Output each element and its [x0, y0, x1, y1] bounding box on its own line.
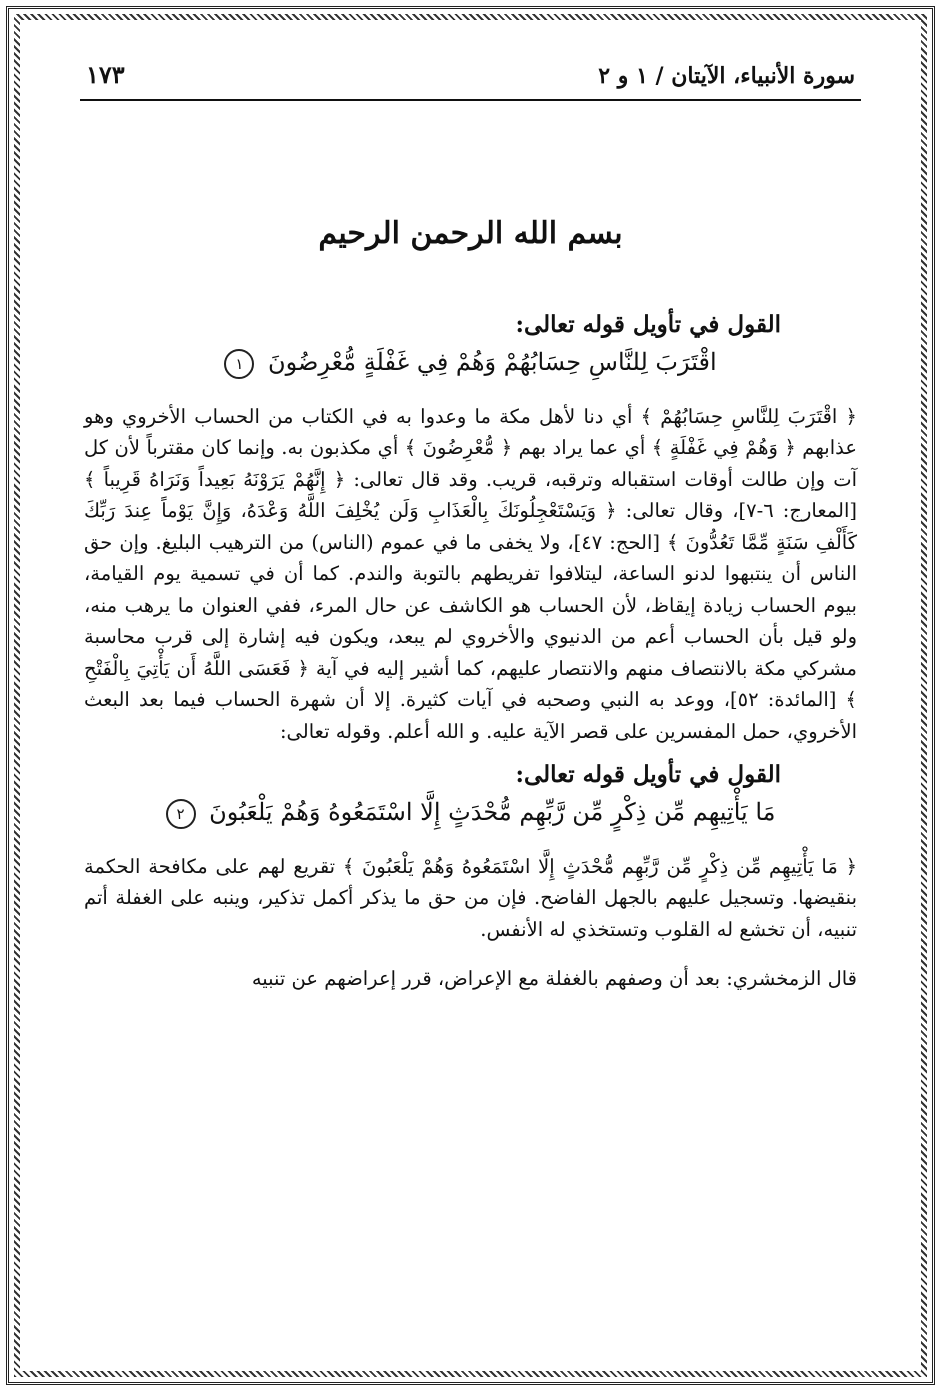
- verse-number-1: ١: [224, 349, 254, 379]
- commentary-paragraph-3: قال الزمخشري: بعد أن وصفهم بالغفلة مع الإعراض، قرر إعراضهم عن تنبيه: [251, 967, 857, 990]
- verse-text-2: مَا يَأْتِيهِم مِّن ذِكْرٍ مِّن رَّبِّهِم مُّحْدَثٍ إِلَّا اسْتَمَعُوهُ وَهُمْ يَلْعَبُونَ: [209, 798, 776, 826]
- commentary-paragraph-1: ﴿ اقْتَرَبَ لِلنَّاسِ حِسَابُهُمْ ﴾ أي دنا لأهل مكة ما وعدوا به في الكتاب من الحساب الأخروي وهو عذابهم ﴿ وَهُمْ فِي غَفْلَةٍ ﴾ أي عما يراد بهم ﴿ مُّعْرِضُونَ ﴾ أي مكذبون به. وإنما كان مقترباً لأن كل آت وإن طالت أوقات استقباله وترقبه، قريب. وقد قال تعالى: ﴿ إِنَّهُمْ يَرَوْنَهُ بَعِيداً وَنَرَاهُ قَرِيباً ﴾ [المعارج: ٦-٧]، وقال تعالى: ﴿ وَيَسْتَعْجِلُونَكَ بِالْعَذَابِ وَلَن يُخْلِفَ اللَّهُ وَعْدَهُ، وَإِنَّ يَوْماً عِندَ رَبِّكَ كَأَلْفِ سَنَةٍ مِّمَّا تَعُدُّونَ ﴾ [الحج: ٤٧]، ولا يخفى ما في عموم (الناس) من الترهيب البليغ. وإن حق الناس أن ينتبهوا لدنو الساعة، ليتلافوا تفريطهم بالتوبة والندم. كما أن في تسمية يوم القيامة، بيوم الحساب زيادة إيقاظ، لأن الحساب هو الكاشف عن حال المرء، ففي العنوان ما يرهب منه، ولو قيل بأن الحساب أعم من الدنيوي والأخروي لم يبعد، ويكون فيه إشارة إلى قرب محاسبة مشركي مكة بالانتصاف منهم والانتصار عليهم، كما أشير إليه في آية ﴿ فَعَسَى اللَّهُ أَن يَأْتِيَ بِالْفَتْحِ ﴾ [المائدة: ٥٢]، ووعد به النبي وصحبه في آيات كثيرة. إلا أن شهرة الحساب فيما بعد البعث الأخروي، حمل المفسرين على قصر الآية عليه. و الله أعلم. وقوله تعالى:: [84, 404, 858, 743]
- page-number: ١٧٣: [86, 60, 125, 89]
- page-content: [80, 60, 861, 1351]
- quran-verse-1: [80, 348, 861, 379]
- commentary-paragraph-2: ﴿ مَا يَأْتِيهِم مِّن ذِكْرٍ مِّن رَّبِّهِم مُّحْدَثٍ إِلَّا اسْتَمَعُوهُ وَهُمْ يَلْعَبُونَ ﴾ تقريع لهم على مكافحة الحكمة بنقيضها. وتسجيل عليهم بالجهل الفاضح. فإن من حق ما يذكر أكمل تذكير، وينبه على الغفلة أتم تنبيه، أن تخشع له القلوب وتستخذي له الأنفس.: [84, 854, 857, 941]
- verse-text-1: اقْتَرَبَ لِلنَّاسِ حِسَابُهُمْ وَهُمْ فِي غَفْلَةٍ مُّعْرِضُونَ: [267, 348, 717, 376]
- section-heading-1: القول في تأويل قوله تعالى:: [515, 311, 781, 338]
- running-header: [80, 60, 861, 101]
- verse-number-2: ٢: [166, 799, 196, 829]
- basmala: بسم الله الرحمن الرحيم: [318, 216, 623, 251]
- quran-verse-2: [80, 798, 861, 829]
- section-heading-2: القول في تأويل قوله تعالى:: [515, 761, 781, 788]
- header-title: سورة الأنبياء، الآيتان / ١ و ٢: [598, 63, 855, 89]
